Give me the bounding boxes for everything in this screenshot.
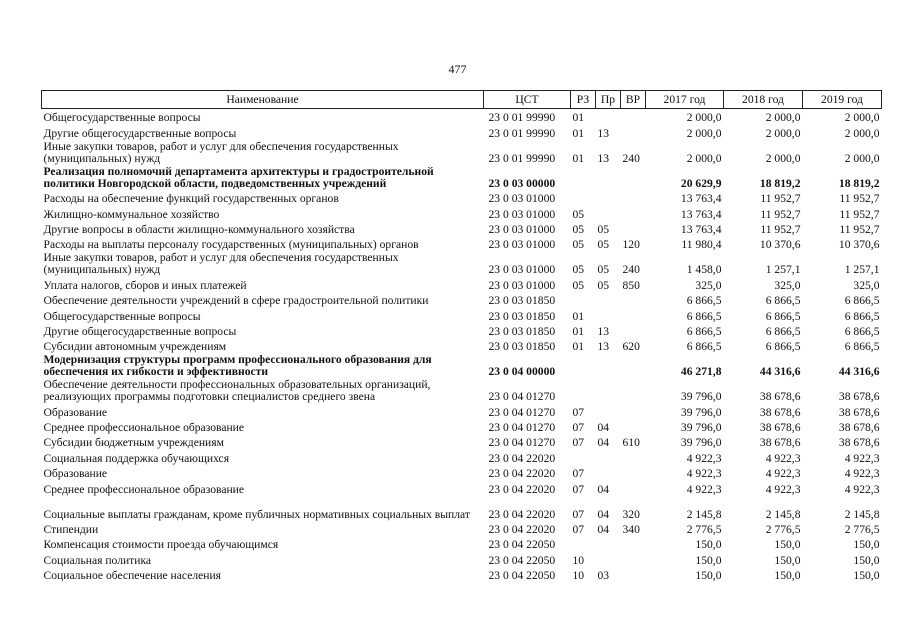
row-rz: 01 [572,111,585,125]
row-2017: 325,0 [695,278,722,292]
row-2017: 150,0 [695,538,722,552]
row-cst: 23 0 04 22050 [488,569,556,583]
page-number: 477 [448,62,467,76]
row-cst: 23 0 04 22050 [488,538,556,552]
row-2018: 38 678,6 [759,405,801,419]
row-2018: 325,0 [774,278,801,292]
row-vr [621,551,646,566]
row-pr: 04 [597,436,610,450]
row-2017: 13 763,4 [680,222,722,236]
row-cst: 23 0 03 01850 [488,324,556,338]
header-vr: ВР [621,91,646,109]
row-rz: 07 [572,421,585,435]
row-name: Компенсация стоимости проезда обучающимся [43,538,279,552]
row-2018: 11 952,7 [760,222,801,236]
row-pr: 03 [597,569,610,583]
row-2017: 2 000,0 [686,111,722,125]
row-vr: 340 [622,523,640,537]
row-cst: 23 0 01 99990 [488,111,556,125]
row-2019: 38 678,6 [838,390,880,404]
table-row [42,109,882,125]
row-name: Уплата налогов, сборов и иных платежей [43,278,247,292]
row-2017: 150,0 [695,553,722,567]
row-2019: 2 145,8 [844,507,880,521]
row-name: Субсидии автономным учреждениям [43,340,227,354]
row-2019: 38 678,6 [838,405,880,419]
row-2019: 11 952,7 [839,222,880,236]
row-pr [596,205,621,220]
table-row [42,190,882,205]
row-pr: 05 [597,263,610,277]
row-pr [596,536,621,551]
row-rz: 07 [572,482,585,496]
row-rz: 05 [572,222,585,236]
row-pr [596,307,621,322]
row-rz: 05 [572,207,585,221]
row-vr [621,353,646,378]
row-2018: 150,0 [774,538,801,552]
row-2018: 6 866,5 [765,294,801,308]
row-2017: 4 922,3 [686,467,722,481]
row-2019: 10 370,6 [838,238,880,252]
table-row [42,251,882,276]
row-vr [621,307,646,322]
row-rz: 01 [572,151,585,165]
header-name: Наименование [42,91,484,109]
row-vr [621,292,646,307]
row-rz: 05 [572,278,585,292]
row-vr: 620 [622,340,640,354]
row-2019: 4 922,3 [844,482,880,496]
header-2019: 2019 год [803,91,882,109]
row-2018: 4 922,3 [765,467,801,481]
row-vr [621,403,646,418]
row-vr: 120 [622,238,640,252]
row-cst: 23 0 04 01270 [488,405,556,419]
row-name: Социальные выплаты гражданам, кроме публичных нормативных социальных выплат [43,507,470,521]
budget-table [41,90,882,582]
row-pr: 05 [597,278,610,292]
table-row [42,521,882,536]
row-2019: 325,0 [853,278,880,292]
row-pr [596,378,621,403]
row-rz: 05 [572,238,585,252]
row-rz: 01 [572,309,585,323]
row-name: Расходы на выплаты персоналу государственных (муниципальных) органов [43,238,419,252]
row-vr: 240 [622,263,640,277]
row-cst: 23 0 03 00000 [488,176,556,190]
row-2018: 150,0 [774,569,801,583]
row-pr: 04 [597,507,610,521]
row-pr [596,449,621,464]
table-row [42,205,882,220]
table-row [42,236,882,251]
row-2017: 6 866,5 [686,309,722,323]
row-pr: 13 [597,126,610,140]
row-2017: 2 776,5 [686,523,722,537]
row-rz: 01 [572,324,585,338]
row-name: Другие общегосударственные вопросы [43,126,237,140]
row-cst: 23 0 03 01850 [488,340,556,354]
row-rz: 05 [572,263,585,277]
row-2019: 18 819,2 [838,176,880,190]
row-2019: 11 952,7 [839,207,880,221]
row-pr [596,292,621,307]
row-rz: 07 [572,523,585,537]
row-2019: 6 866,5 [844,324,880,338]
row-rz [571,378,596,403]
row-cst: 23 0 01 99990 [488,126,556,140]
row-name: Социальное обеспечение населения [43,569,222,583]
row-name: Среднее профессиональное образование [43,421,245,435]
row-2019: 150,0 [853,553,880,567]
table-row [42,165,882,190]
row-vr: 610 [622,436,640,450]
row-cst: 23 0 04 22020 [488,467,556,481]
row-name: Жилищно-коммунальное хозяйство [43,207,220,221]
table-row [42,449,882,464]
row-pr: 04 [597,421,610,435]
row-pr: 13 [597,324,610,338]
row-2017: 4 922,3 [686,482,722,496]
row-2018: 38 678,6 [759,421,801,435]
row-vr [621,449,646,464]
row-cst: 23 0 01 99990 [488,151,556,165]
row-vr [621,205,646,220]
table-row [42,419,882,434]
table-row [42,307,882,322]
row-2019: 4 922,3 [844,467,880,481]
row-name: Иные закупки товаров, работ и услуг для обеспечения государственных (муниципальных) нужд [43,139,399,165]
row-rz [571,190,596,205]
row-name: Другие вопросы в области жилищно-коммунального хозяйства [43,222,355,236]
row-2017: 2 145,8 [686,507,722,521]
row-rz: 07 [572,507,585,521]
row-rz [571,353,596,378]
table-header [42,91,882,109]
row-2018: 4 922,3 [765,451,801,465]
row-vr: 850 [622,278,640,292]
row-2018: 2 776,5 [765,523,801,537]
row-rz [571,165,596,190]
row-rz: 01 [572,340,585,354]
row-2018: 44 316,6 [759,365,801,379]
row-pr [596,465,621,480]
row-pr: 05 [597,222,610,236]
row-name: Реализация полномочий департамента архитектуры и градостроительной политики Новгородской области, подведомственных учреждений [43,164,434,190]
row-2019: 44 316,6 [838,365,880,379]
row-name: Модернизация структуры программ профессионального образования для обеспечения их гибкости и эффективности [43,353,432,379]
row-rz [571,292,596,307]
row-2019: 11 952,7 [839,192,880,206]
row-pr [596,353,621,378]
row-name: Обеспечение деятельности профессиональных образовательных организаций, реализующих программы подготовки специалистов среднего звена [43,378,431,404]
row-2019: 38 678,6 [838,421,880,435]
row-2017: 20 629,9 [680,176,722,190]
row-cst: 23 0 03 01000 [488,222,556,236]
row-pr: 04 [597,523,610,537]
table-row [42,323,882,338]
header-pr: Пр [596,91,621,109]
row-2018: 11 952,7 [760,207,801,221]
table-row [42,536,882,551]
row-2017: 6 866,5 [686,324,722,338]
row-2019: 2 000,0 [844,126,880,140]
row-2018: 38 678,6 [759,390,801,404]
row-2017: 6 866,5 [686,294,722,308]
row-2017: 13 763,4 [680,207,722,221]
row-rz: 10 [572,553,585,567]
row-2018: 11 952,7 [760,192,801,206]
row-rz [571,449,596,464]
row-2019: 4 922,3 [844,451,880,465]
row-cst: 23 0 04 01270 [488,421,556,435]
row-name: Иные закупки товаров, работ и услуг для обеспечения государственных (муниципальных) нужд [43,251,399,277]
row-2018: 1 257,1 [765,263,801,277]
row-name: Субсидии бюджетным учреждениям [43,436,224,450]
row-cst: 23 0 03 01000 [488,263,556,277]
row-name: Расходы на обеспечение функций государственных органов [43,192,339,206]
row-2017: 150,0 [695,569,722,583]
table-row [42,292,882,307]
row-2019: 6 866,5 [844,340,880,354]
row-cst: 23 0 03 01000 [488,207,556,221]
row-2018: 6 866,5 [765,340,801,354]
row-vr [621,567,646,582]
row-name: Образование [43,467,108,481]
row-pr: 13 [597,340,610,354]
row-2017: 6 866,5 [686,340,722,354]
row-vr [621,165,646,190]
row-vr: 320 [622,507,640,521]
row-pr [596,551,621,566]
row-name: Стипендии [43,523,99,537]
row-vr [621,465,646,480]
row-2017: 39 796,0 [680,436,722,450]
row-2018: 38 678,6 [759,436,801,450]
row-2017: 1 458,0 [686,263,722,277]
table-row [42,465,882,480]
row-2018: 6 866,5 [765,324,801,338]
row-pr [596,165,621,190]
row-2017: 39 796,0 [680,390,722,404]
row-vr [621,378,646,403]
row-vr [621,536,646,551]
row-cst: 23 0 03 01000 [488,278,556,292]
row-rz: 07 [572,467,585,481]
table-row [42,567,882,582]
row-name: Социальная политика [43,553,152,567]
table-row [42,480,882,495]
row-cst: 23 0 04 22020 [488,523,556,537]
row-rz: 10 [572,569,585,583]
row-2017: 2 000,0 [686,126,722,140]
row-rz: 07 [572,405,585,419]
table-row [42,221,882,236]
row-cst: 23 0 04 22020 [488,507,556,521]
row-2019: 2 000,0 [844,151,880,165]
table-row [42,140,882,165]
row-2017: 46 271,8 [680,365,722,379]
row-vr [621,419,646,434]
row-2019: 6 866,5 [844,294,880,308]
row-2019: 1 257,1 [844,263,880,277]
row-pr [596,403,621,418]
row-name: Среднее профессиональное образование [43,482,245,496]
table-row [42,338,882,353]
row-name: Общегосударственные вопросы [43,309,201,323]
row-vr [621,124,646,139]
row-vr [621,221,646,236]
table-row [42,124,882,139]
row-cst: 23 0 04 22020 [488,451,556,465]
row-rz [571,536,596,551]
row-2018: 4 922,3 [765,482,801,496]
row-name: Образование [43,405,108,419]
row-vr: 240 [622,151,640,165]
row-2018: 2 000,0 [765,151,801,165]
row-2019: 2 776,5 [844,523,880,537]
table-row [42,353,882,378]
row-cst: 23 0 03 01000 [488,238,556,252]
table-row [42,378,882,403]
row-cst: 23 0 04 01270 [488,436,556,450]
row-2019: 38 678,6 [838,436,880,450]
row-rz: 07 [572,436,585,450]
row-vr [621,109,646,125]
row-name: Другие общегосударственные вопросы [43,324,237,338]
header-cst: ЦСТ [484,91,571,109]
row-cst: 23 0 04 22050 [488,553,556,567]
row-2018: 2 145,8 [765,507,801,521]
table-row [42,496,882,521]
row-pr: 05 [597,238,610,252]
row-2018: 10 370,6 [759,238,801,252]
header-2018: 2018 год [724,91,803,109]
row-2017: 2 000,0 [686,151,722,165]
row-2017: 39 796,0 [680,405,722,419]
row-2018: 2 000,0 [765,126,801,140]
row-cst: 23 0 04 22020 [488,482,556,496]
row-2019: 150,0 [853,538,880,552]
row-pr [596,109,621,125]
row-pr [596,190,621,205]
row-2017: 4 922,3 [686,451,722,465]
header-2017: 2017 год [646,91,724,109]
row-2019: 2 000,0 [844,111,880,125]
table-row [42,403,882,418]
row-2017: 13 763,4 [680,192,722,206]
row-name: Обеспечение деятельности учреждений в сфере градостроительной политики [43,294,429,308]
row-name: Социальная поддержка обучающихся [43,451,230,465]
row-vr [621,190,646,205]
row-2017: 11 980,4 [681,238,722,252]
row-vr [621,480,646,495]
row-2017: 39 796,0 [680,421,722,435]
row-2018: 150,0 [774,553,801,567]
row-pr: 04 [597,482,610,496]
row-cst: 23 0 03 01850 [488,309,556,323]
row-cst: 23 0 03 01000 [488,192,556,206]
table-row [42,551,882,566]
row-cst: 23 0 04 00000 [488,365,556,379]
row-cst: 23 0 04 01270 [488,390,556,404]
row-rz: 01 [572,126,585,140]
row-2018: 2 000,0 [765,111,801,125]
row-pr: 13 [597,151,610,165]
row-2019: 150,0 [853,569,880,583]
row-2018: 6 866,5 [765,309,801,323]
table-row [42,434,882,449]
header-rz: РЗ [571,91,596,109]
table-row [42,276,882,291]
row-name: Общегосударственные вопросы [43,111,201,125]
row-2018: 18 819,2 [759,176,801,190]
row-cst: 23 0 03 01850 [488,294,556,308]
row-vr [621,323,646,338]
row-2019: 6 866,5 [844,309,880,323]
